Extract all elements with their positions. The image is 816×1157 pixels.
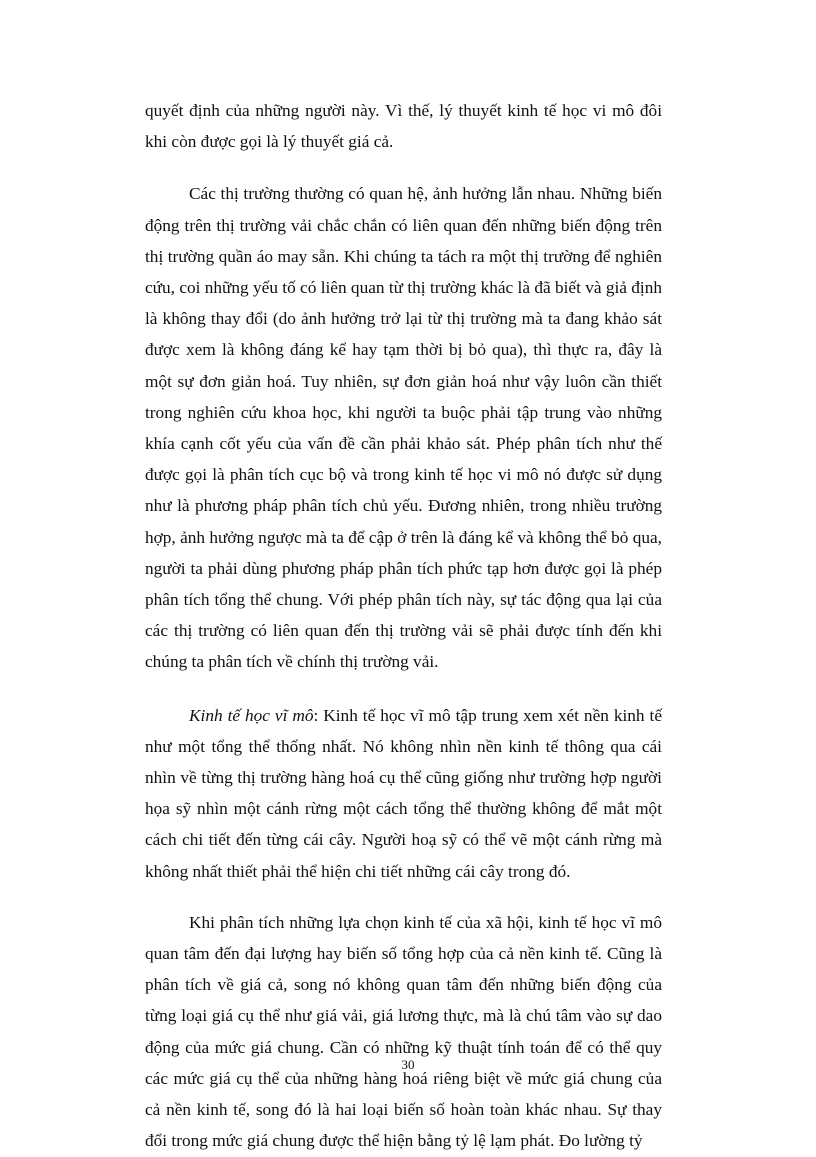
paragraph-4 bbox=[145, 907, 662, 1157]
paragraph-1 bbox=[145, 95, 662, 157]
italic-term: Kinh tế học vĩ mô bbox=[189, 705, 314, 725]
paragraph-1-text: quyết định của những người này. Vì thế, lý thuyết kinh tế học vi mô đôi khi còn được gọi là lý thuyết giá cả. bbox=[145, 101, 662, 152]
paragraph-4-text: Khi phân tích những lựa chọn kinh tế của xã hội, kinh tế học vĩ mô quan tâm đến đại lượng hay biến số tổng hợp của cả nền kinh tế. Cũng là phân tích về giá cả, song nó không quan tâm đến những biến động của từng loại giá cụ thể như giá vải, giá lương thực, mà là chú tâm vào sự dao động của mức giá chung. Cần có những kỹ thuật tính toán để có thể quy các mức giá cụ thể của những hàng hoá riêng biệt về mức giá chung của cả nền kinh tế, song đó là hai loại biến số hoàn toàn khác nhau. Sự thay đổi trong mức giá chung được thể hiện bằng tỷ lệ lạm phát. Đo lường tỷ bbox=[145, 912, 662, 1151]
paragraph-3-text: : Kinh tế học vĩ mô tập trung xem xét nền kinh tế như một tổng thể thống nhất. Nó không nhìn nền kinh tế thông qua cái nhìn về từng thị trường hàng hoá cụ thể cũng giống như trường hợp người họa sỹ nhìn một cánh rừng một cách tổng thể thường không để mắt một cách chi tiết đến từng cái cây. Người hoạ sỹ có thể vẽ một cánh rừng mà không nhất thiết phải thể hiện chi tiết những cái cây trong đó. bbox=[145, 705, 663, 881]
page-number: 30 bbox=[401, 1057, 415, 1072]
paragraph-3 bbox=[145, 700, 662, 887]
paragraph-2 bbox=[145, 178, 662, 677]
document-page bbox=[145, 95, 662, 1157]
paragraph-2-text: Các thị trường thường có quan hệ, ảnh hưởng lẫn nhau. Những biến động trên thị trường vải chắc chắn có liên quan đến những biến động trên thị trường quần áo may sẵn. Khi chúng ta tách ra một thị trường để nghiên cứu, coi những yếu tố có liên quan từ thị trường khác là đã biết và giả định là không thay đổi (do ảnh hưởng trở lại từ thị trường mà ta đang khảo sát được xem là không đáng kể hay tạm thời bị bỏ qua), thì thực ra, đây là một sự đơn giản hoá. Tuy nhiên, sự đơn giản hoá như vậy luôn cần thiết trong nghiên cứu khoa học, khi người ta buộc phải tập trung vào những khía cạnh cốt yếu của vấn đề cần phải khảo sát. Phép phân tích như thế được gọi là phân tích cục bộ và trong kinh tế học vi mô nó được sử dụng như là phương pháp phân tích chủ yếu. Đương nhiên, trong nhiều trường hợp, ảnh hưởng ngược mà ta để cập ở trên là đáng kể và không thể bỏ qua, người ta phải dùng phương pháp phân tích phức tạp hơn được gọi là phép phân tích tổng thể chung. Với phép phân tích này, sự tác động qua lại của các thị trường có liên quan đến thị trường vải sẽ phải được tính đến khi chúng ta phân tích về chính thị trường vải. bbox=[145, 184, 662, 672]
